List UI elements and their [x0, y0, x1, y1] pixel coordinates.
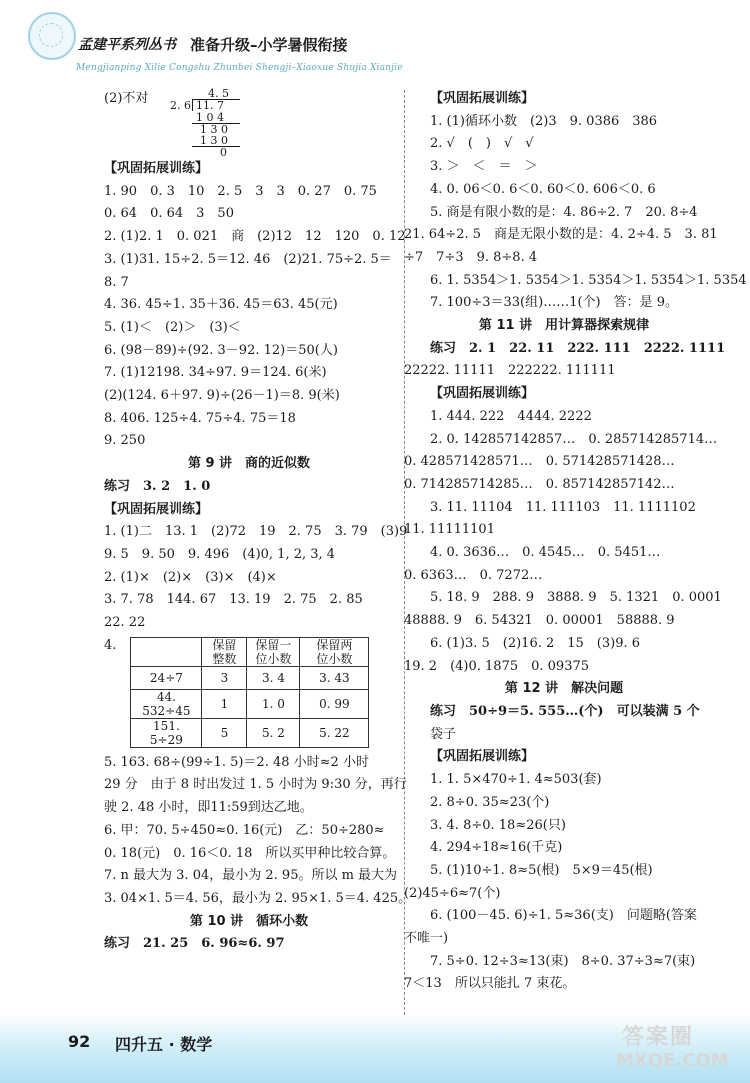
practice-line: 练习 50÷9＝5. 555…(个) 可以装满 5 个 — [430, 703, 700, 719]
answer-line: 2. 0. 142857142857… 0. 285714285714… — [430, 431, 718, 447]
answer-line: (2)(124. 6＋97. 9)÷(26－1)＝8. 9(米) — [104, 388, 340, 404]
division-dividend: 11. 7 — [196, 99, 224, 112]
division-step: 1 3 0 — [200, 134, 228, 147]
answer-line: 21. 64÷2. 5 商是无限小数的是：4. 2÷4. 5 3. 81 — [404, 227, 718, 243]
answer-line: 不唯一) — [404, 931, 449, 947]
title-pinyin: Mengjianping Xilie Congshu Zhunbei Shengji–Xiaoxue Shujia Xianjie — [76, 63, 403, 73]
division-quotient: 4. 5 — [208, 87, 229, 100]
answer-line: 3. ＞ ＜ ＝ ＞ — [430, 159, 538, 175]
table-header-cell: 保留 整数 — [202, 637, 247, 666]
answer-line: 2. (1)× (2)× (3)× (4)× — [104, 569, 277, 585]
section-heading: 【巩固拓展训练】 — [430, 749, 535, 765]
answer-line: 9. 5 9. 50 9. 496 (4)0, 1, 2, 3, 4 — [104, 546, 336, 562]
answer-line: 3. 4. 8÷0. 18≈26(只) — [430, 817, 566, 833]
answer-line: 7. 5÷0. 12÷3≈13(束) 8÷0. 37÷3≈7(束) — [430, 953, 696, 969]
watermark-logo — [612, 1020, 732, 1076]
table-cell: 5. 22 — [300, 718, 369, 747]
answer-line: 5. (1)＜ (2)＞ (3)＜ — [104, 319, 241, 335]
answer-line: 5. 163. 68÷(99÷1. 5)＝2. 48 小时≈2 小时 — [104, 754, 369, 770]
answer-line: 22222. 11111 222222. 111111 — [404, 363, 616, 379]
table-row — [131, 689, 369, 718]
page-header — [0, 0, 750, 80]
answer-line: 5. (1)10÷1. 8≈5(根) 5×9＝45(根) — [430, 862, 653, 878]
table-header-cell: 保留两 位小数 — [300, 637, 369, 666]
answer-line: 1. 1. 5×470÷1. 4≈503(套) — [430, 772, 602, 788]
rounding-table — [130, 637, 369, 748]
answer-line: 22. 22 — [104, 615, 146, 631]
division-remainder: 0 — [220, 146, 227, 159]
answer-line: (2)45÷6≈7(个) — [404, 885, 501, 901]
answer-line: 2. (1)2. 1 0. 021 商 (2)12 12 120 0. 12 — [104, 229, 406, 245]
answer-line: (2)不对 — [104, 91, 149, 106]
answer-line: 5. 商是有限小数的是：4. 86÷2. 7 20. 8÷4 — [430, 204, 698, 220]
answer-line: 0. 428571428571… 0. 571428571428… — [404, 454, 675, 470]
answer-line: 0. 64 0. 64 3 50 — [104, 206, 234, 222]
table-cell: 3 — [202, 666, 247, 689]
lesson-title: 第 12 讲 解决问题 — [504, 681, 624, 697]
answer-line: 3. 11. 11104 11. 111103 11. 1111102 — [430, 499, 696, 515]
answer-line: 1. 90 0. 3 10 2. 5 3 3 0. 27 0. 75 — [104, 183, 377, 199]
answer-line: 1. (1)二 13. 1 (2)72 19 2. 75 3. 79 (3)9 — [104, 524, 408, 540]
table-header-cell: 保留一 位小数 — [247, 637, 300, 666]
division-bracket — [192, 99, 193, 111]
answer-line: 2. √ ( ) √ √ — [430, 136, 534, 152]
answer-line: 19. 2 (4)0. 1875 0. 09375 — [404, 658, 590, 674]
answer-line: 7. n 最大为 3. 04，最小为 2. 95。所以 m 最大为 — [104, 868, 398, 884]
answer-line: 1. (1)循环小数 (2)3 9. 0386 386 — [430, 113, 658, 129]
answer-line: 6. (100－45. 6)÷1. 5≈36(支) 问题略(答案 — [430, 908, 697, 924]
section-heading: 【巩固拓展训练】 — [430, 91, 535, 106]
section-heading: 【巩固拓展训练】 — [430, 386, 535, 402]
lesson-title: 第 9 讲 商的近似数 — [187, 456, 311, 472]
lesson-title: 第 10 讲 循环小数 — [189, 913, 309, 929]
table-cell: 24÷7 — [131, 666, 202, 689]
table-cell: 0. 99 — [300, 689, 369, 718]
right-column — [404, 88, 747, 996]
answer-line: 4. 0. 06＜0. 6＜0. 60＜0. 606＜0. 6 — [430, 181, 656, 197]
practice-line: 练习 3. 2 1. 0 — [104, 478, 211, 494]
answer-line: 9. 250 — [104, 433, 146, 449]
table-cell: 5. 2 — [247, 718, 300, 747]
answer-line: 4. 294÷18≈16(千克) — [430, 840, 563, 856]
answer-line: ÷7 7÷3 9. 8÷8. 4 — [404, 249, 538, 265]
answer-line: 7. 100÷3＝33(组)……1(个) 答：是 9。 — [430, 295, 679, 311]
page-number: 92 — [68, 1032, 91, 1051]
series-name: 孟建平系列丛书 — [78, 37, 176, 53]
table-cell: 3. 43 — [300, 666, 369, 689]
answer-line: 7. (1)12198. 34÷97. 9＝124. 6(米) — [104, 365, 327, 381]
series-logo-icon — [28, 12, 76, 60]
answer-line: 1. 444. 222 4444. 2222 — [430, 408, 592, 424]
division-rule — [192, 146, 240, 147]
answer-line: 11. 11111101 — [404, 522, 495, 538]
table-cell: 151. 5÷29 — [131, 718, 202, 747]
answer-line: 0. 18(元) 0. 16＜0. 18 所以买甲种比较合算。 — [104, 845, 396, 861]
answer-line: 6. (98－89)÷(92. 3－92. 12)＝50(人) — [104, 342, 338, 358]
watermark-url: MXQE.COM — [616, 1050, 729, 1071]
answer-line: 袋子 — [430, 726, 457, 742]
practice-line: 练习 21. 25 6. 96≈6. 97 — [104, 936, 285, 952]
table-header-cell — [131, 637, 202, 666]
section-heading: 【巩固拓展训练】 — [104, 501, 209, 517]
answer-line: 8. 7 — [104, 274, 129, 290]
left-column — [104, 87, 412, 956]
book-title: 准备升级–小学暑假衔接 — [190, 36, 348, 54]
answer-line: 3. 7. 78 144. 67 13. 19 2. 75 2. 85 — [104, 592, 363, 608]
table-cell: 5 — [202, 718, 247, 747]
long-division — [170, 88, 260, 158]
answer-line: 7＜13 所以只能扎 7 束花。 — [404, 976, 576, 992]
answer-line: 驶 2. 48 小时，即11:59到达乙地。 — [104, 800, 313, 816]
answer-line: 6. 甲：70. 5÷450≈0. 16(元) 乙：50÷280≈ — [104, 822, 385, 838]
table-row — [131, 666, 369, 689]
answer-line: 8. 406. 125÷4. 75÷4. 75＝18 — [104, 410, 296, 426]
answer-line: 4. 0. 3636… 0. 4545… 0. 5451… — [430, 545, 661, 561]
answer-line: 6. (1)3. 5 (2)16. 2 15 (3)9. 6 — [430, 635, 641, 651]
answer-line: 3. (1)31. 15÷2. 5＝12. 46 (2)21. 75÷2. 5＝ — [104, 251, 392, 267]
table-row — [131, 718, 369, 747]
answer-line: 0. 6363… 0. 7272… — [404, 567, 543, 583]
answer-line: 6. 1. 5354＞1. 5354＞1. 5354＞1. 5354＞1. 5354 — [430, 272, 747, 288]
division-step: 1 0 4 — [196, 111, 224, 124]
table-cell: 1 — [202, 689, 247, 718]
practice-line: 练习 2. 1 22. 11 222. 111 2222. 1111 — [430, 340, 726, 356]
answer-line: 0. 714285714285… 0. 857142857142… — [404, 476, 675, 492]
table-cell: 3. 4 — [247, 666, 300, 689]
table-header-row — [131, 637, 369, 666]
table-cell: 44. 532÷45 — [131, 689, 202, 718]
answer-line: 4. — [104, 637, 117, 653]
grade-subject: 四升五 · 数学 — [115, 1035, 213, 1054]
answer-line: 5. 18. 9 288. 9 3888. 9 5. 1321 0. 0001 — [430, 590, 722, 606]
answer-line: 29 分 由于 8 时出发过 1. 5 小时为 9:30 分，再行 — [104, 777, 407, 793]
lesson-title: 第 11 讲 用计算器探索规律 — [478, 318, 650, 334]
answer-line: 2. 8÷0. 35≈23(个) — [430, 794, 550, 810]
table-cell: 1. 0 — [247, 689, 300, 718]
rounding-question — [104, 635, 394, 752]
answer-line: 48888. 9 6. 54321 0. 00001 58888. 9 — [404, 613, 675, 629]
division-step: 1 3 0 — [200, 123, 228, 136]
watermark-text: 答案圈 — [622, 1025, 695, 1050]
section-heading: 【巩固拓展训练】 — [104, 161, 209, 176]
answer-line: 4. 36. 45÷1. 35＋36. 45＝63. 45(元) — [104, 297, 338, 313]
division-divisor: 2. 6 — [170, 99, 191, 112]
answer-line: 3. 04×1. 5＝4. 56，最小为 2. 95×1. 5＝4. 425。 — [104, 890, 412, 906]
